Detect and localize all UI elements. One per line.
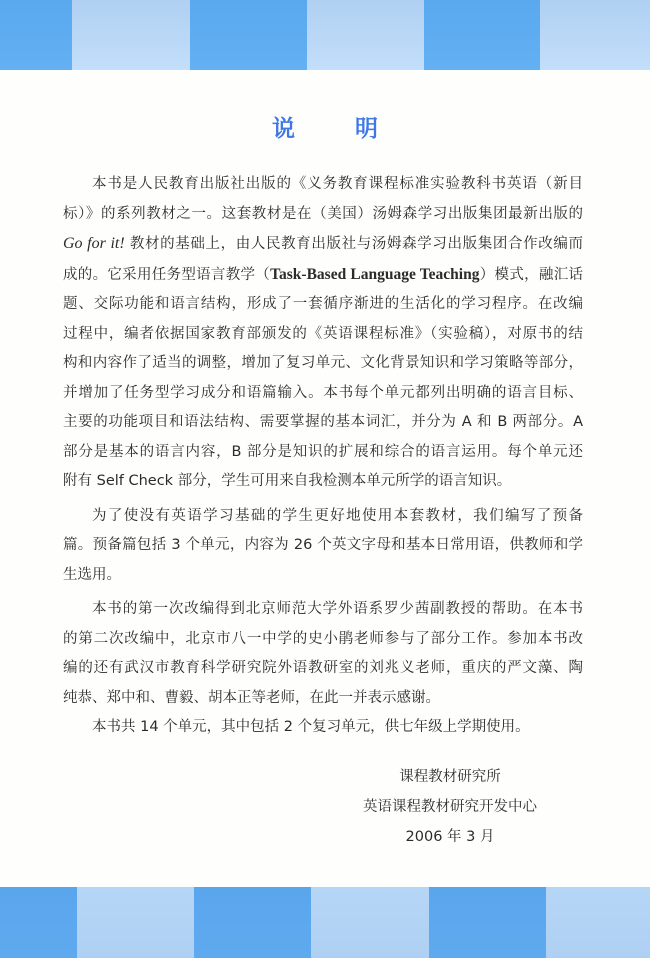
text-line: 本书共 14 个单元，其中包括 2 个复习单元，供七年级上学期使用。 — [92, 719, 530, 735]
document-body — [63, 170, 583, 743]
title-char-2: 明 — [355, 116, 378, 142]
paragraph-acknowledgements — [63, 595, 583, 713]
text-line: 并增加了任务型学习成分和语篇输入。本书每个单元都列出明确的语言目标、 — [63, 384, 583, 401]
stripe-dark — [429, 887, 546, 958]
method-name: Task-Based Language Teaching — [270, 265, 480, 283]
text-line: 主要的功能项目和语法结构、需要掌握的基本词汇，并分为 A 和 B 两部分。A — [63, 414, 583, 430]
text-line: 篇。预备篇包括 3 个单元，内容为 26 个英文字母和基本日常用语，供教师和学 — [63, 537, 583, 553]
text-line: 本书的第一次改编得到北京师范大学外语系罗少茜副教授的帮助。在本书 — [92, 601, 583, 617]
signature-org-1: 课程教材研究所 — [399, 769, 501, 785]
text-line: 附有 Self Check 部分，学生可用来自我检测本单元所学的语言知识。 — [63, 473, 512, 489]
text-line: 生选用。 — [63, 566, 121, 583]
bottom-decorative-stripes — [0, 887, 650, 958]
signature-org-2: 英语课程教材研究开发中心 — [363, 799, 537, 815]
stripe-dark — [190, 0, 307, 70]
paragraph-unit-count — [63, 713, 583, 743]
text-segment: 教材的基础上，由人民教育出版社与汤姆森学习出版集团合作改编而 — [124, 236, 584, 252]
text-line: 纯恭、郑中和、曹毅、胡本正等老师，在此一并表示感谢。 — [63, 689, 440, 706]
page-title — [0, 110, 650, 143]
stripe-dark — [194, 887, 311, 958]
stripe-light — [546, 887, 650, 958]
text-line — [63, 229, 583, 260]
top-decorative-stripes — [0, 0, 650, 70]
stripe-light — [307, 0, 424, 70]
stripe-light — [72, 0, 190, 70]
stripe-dark — [424, 0, 540, 70]
signature-block — [330, 762, 570, 852]
text-line: 的第二次改编中，北京市八一中学的史小鹃老师参与了部分工作。参加本书改 — [63, 630, 583, 647]
stripe-light — [311, 887, 429, 958]
text-line: 为了使没有英语学习基础的学生更好地使用本套教材，我们编写了预备 — [92, 507, 583, 524]
text-line: 题、交际功能和语言结构，形成了一套循序渐进的生活化的学习程序。在改编 — [63, 296, 583, 312]
text-segment: ）模式，融汇话 — [479, 266, 584, 283]
stripe-dark — [0, 0, 72, 70]
title-char-1: 说 — [272, 116, 295, 142]
text-line: 本书是人民教育出版社出版的《义务教育课程标准实验教科书英语（新目 — [92, 176, 583, 192]
stripe-light — [77, 887, 194, 958]
text-segment: 成的。它采用任务型语言教学（ — [63, 266, 271, 283]
text-line — [63, 260, 583, 291]
book-title-go-for-it: Go for it! — [63, 235, 125, 252]
stripe-dark — [0, 887, 77, 958]
stripe-light — [540, 0, 650, 70]
text-line: 标）》的系列教材之一。这套教材是在（美国）汤姆森学习出版集团最新出版的 — [63, 205, 583, 222]
text-line: 构和内容作了适当的调整，增加了复习单元、文化背景知识和学习策略等部分， — [63, 355, 583, 371]
text-line: 过程中，编者依据国家教育部颁发的《英语课程标准》（实验稿），对原书的结 — [63, 325, 583, 342]
paragraph-starter-units — [63, 502, 583, 591]
signature-date: 2006 年 3 月 — [405, 829, 495, 845]
paragraph-intro — [63, 170, 583, 497]
text-line: 部分是基本的语言内容，B 部分是知识的扩展和综合的语言运用。每个单元还 — [63, 443, 583, 460]
text-line: 编的还有武汉市教育科学研究院外语教研室的刘兆义老师，重庆的严文藻、陶 — [63, 660, 583, 676]
